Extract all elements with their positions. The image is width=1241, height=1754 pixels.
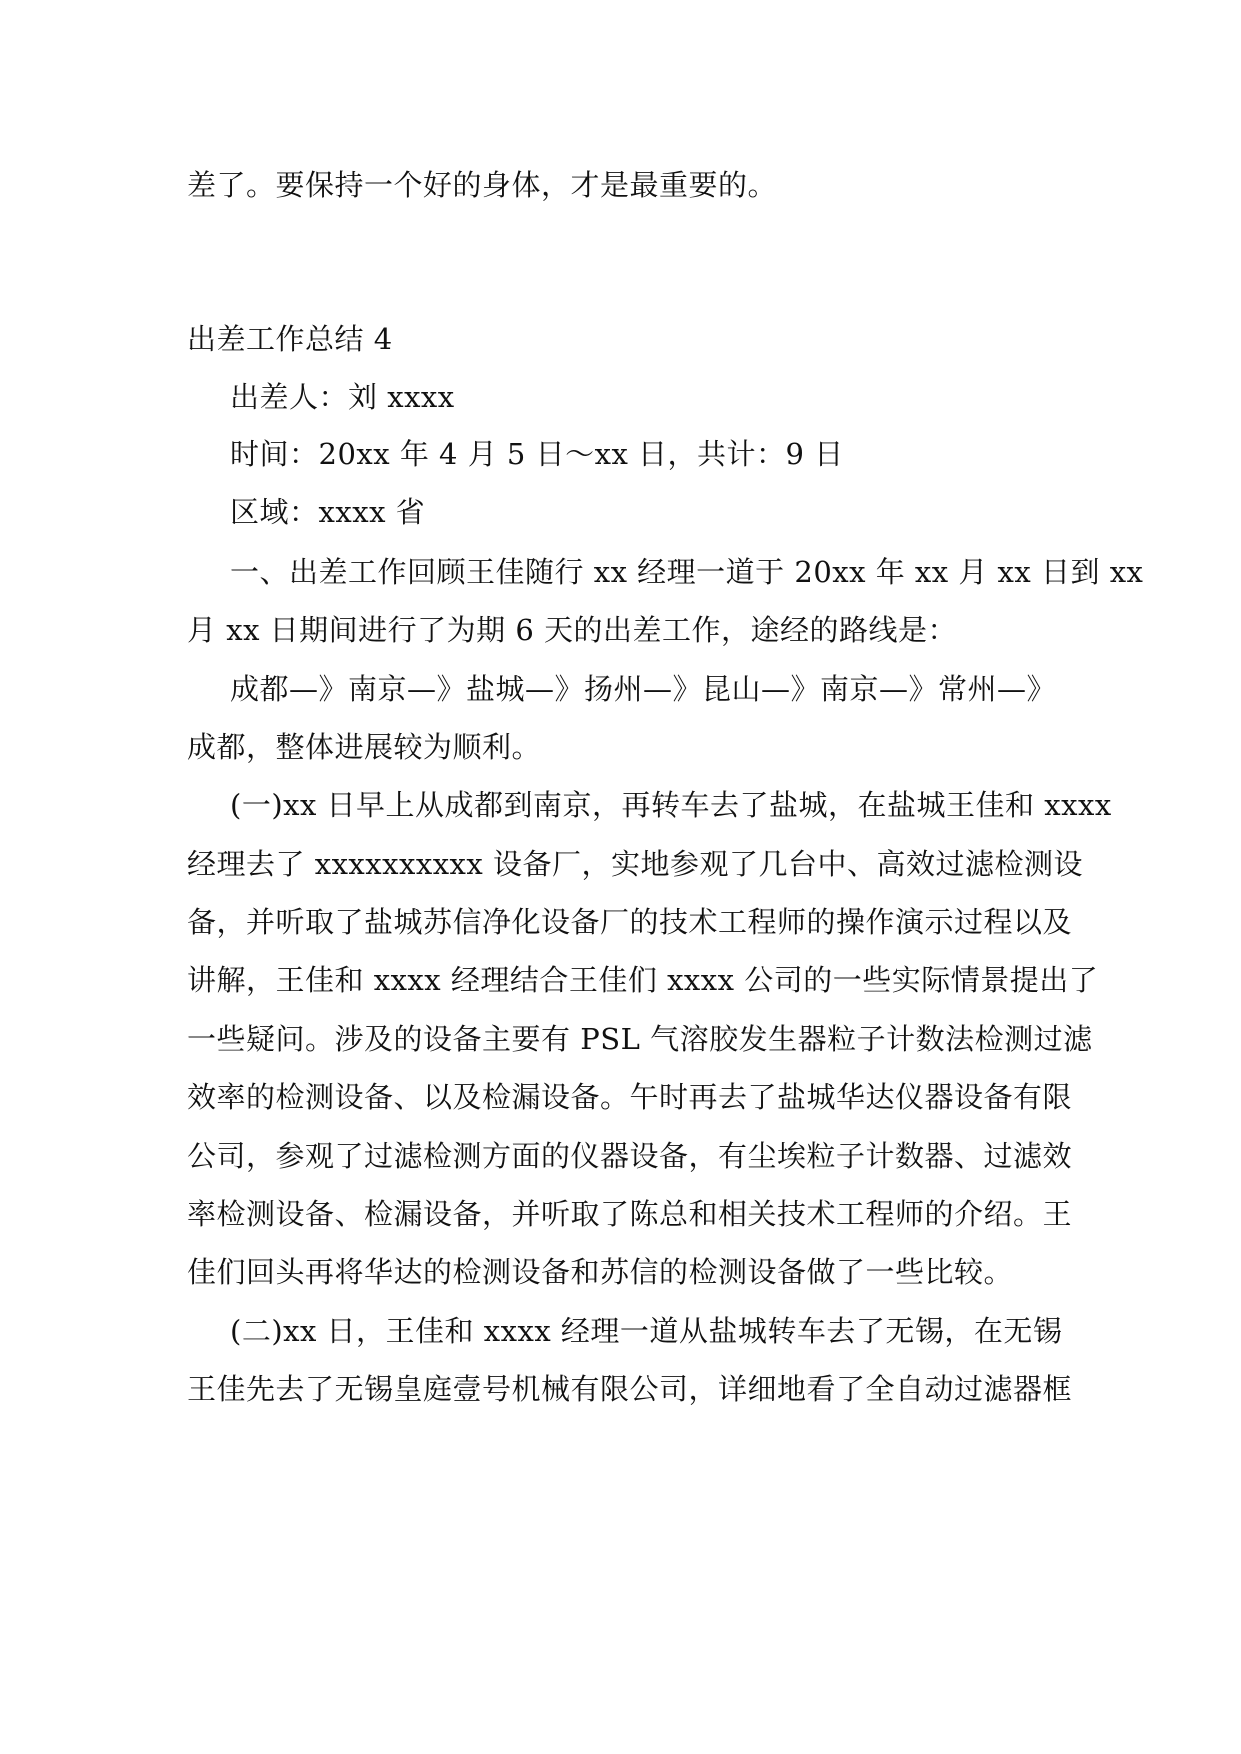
paragraph-line: 效率的检测设备、以及检漏设备。午时再去了盐城华达仪器设备有限 bbox=[187, 1080, 1073, 1114]
paragraph-line: 讲解，王佳和 xxxx 经理结合王佳们 xxxx 公司的一些实际情景提出了 bbox=[187, 963, 1099, 997]
paragraph-line: 率检测设备、检漏设备，并听取了陈总和相关技术工程师的介绍。王 bbox=[187, 1197, 1073, 1231]
paragraph-line: 月 xx 日期间进行了为期 6 天的出差工作，途经的路线是： bbox=[187, 613, 958, 647]
paragraph-line: 公司，参观了过滤检测方面的仪器设备，有尘埃粒子计数器、过滤效 bbox=[187, 1139, 1073, 1173]
paragraph-line: 王佳先去了无锡皇庭壹号机械有限公司，详细地看了全自动过滤器框 bbox=[187, 1372, 1073, 1406]
route-line: 成都—》南京—》盐城—》扬州—》昆山—》南京—》常州—》 bbox=[230, 672, 1057, 706]
paragraph-line: 一些疑问。涉及的设备主要有 PSL 气溶胶发生器粒子计数法检测过滤 bbox=[187, 1022, 1093, 1056]
paragraph-line: 佳们回头再将华达的检测设备和苏信的检测设备做了一些比较。 bbox=[187, 1255, 1014, 1289]
paragraph-line: 一、出差工作回顾王佳随行 xx 经理一道于 20xx 年 xx 月 xx 日到 xx bbox=[230, 555, 1144, 589]
paragraph-line: 差了。要保持一个好的身体，才是最重要的。 bbox=[187, 168, 778, 202]
paragraph-line: (一)xx 日早上从成都到南京，再转车去了盐城，在盐城王佳和 xxxx bbox=[230, 788, 1112, 822]
paragraph-line: 经理去了 xxxxxxxxxx 设备厂，实地参观了几台中、高效过滤检测设 bbox=[187, 847, 1083, 881]
paragraph-line: (二)xx 日，王佳和 xxxx 经理一道从盐城转车去了无锡，在无锡 bbox=[230, 1314, 1063, 1348]
traveler-line: 出差人：刘 xxxx bbox=[230, 380, 455, 414]
time-line: 时间：20xx 年 4 月 5 日～xx 日，共计：9 日 bbox=[230, 437, 844, 471]
paragraph-line: 成都，整体进展较为顺利。 bbox=[187, 730, 542, 764]
region-line: 区域：xxxx 省 bbox=[230, 495, 426, 529]
section-title: 出差工作总结 4 bbox=[187, 322, 393, 356]
paragraph-line: 备，并听取了盐城苏信净化设备厂的技术工程师的操作演示过程以及 bbox=[187, 905, 1073, 939]
